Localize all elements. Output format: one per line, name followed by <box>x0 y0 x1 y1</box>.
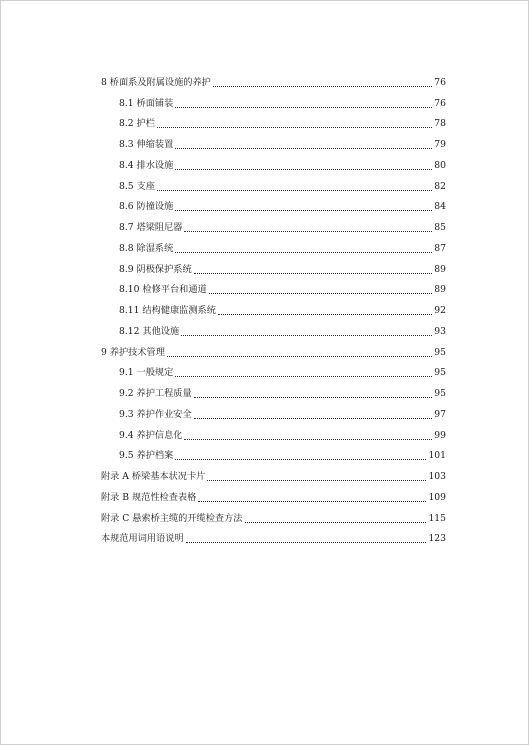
dot-leader <box>175 376 432 377</box>
toc-entry-title: 8.3 伸缩装置 <box>119 139 174 150</box>
toc-entry-title: 8.5 支座 <box>119 180 155 192</box>
dot-leader <box>194 418 433 419</box>
toc-entry-page-number: 89 <box>434 263 446 275</box>
toc-entry-page-number: 82 <box>434 180 446 192</box>
toc-entry-title: 附录 A 桥梁基本状况卡片 <box>101 471 206 482</box>
toc-entry[interactable] <box>1 379 529 400</box>
dot-leader <box>175 107 432 108</box>
dot-leader <box>209 293 433 294</box>
dot-leader <box>207 480 426 481</box>
table-of-contents <box>1 68 529 545</box>
toc-entry[interactable] <box>1 338 529 359</box>
toc-entry-title: 8.2 护栏 <box>119 118 155 130</box>
toc-entry-title: 本规范用词用语说明 <box>101 533 184 545</box>
toc-entry-title: 9.5 养护档案 <box>119 450 174 462</box>
toc-entry[interactable] <box>1 276 529 297</box>
dot-leader <box>175 459 426 460</box>
dot-leader <box>175 169 432 170</box>
toc-entry-title: 8.7 塔梁阻尼器 <box>119 222 183 233</box>
toc-entry-page-number: 95 <box>434 367 446 379</box>
toc-entry[interactable] <box>1 193 529 214</box>
dot-leader <box>194 397 433 398</box>
toc-entry-title: 8.12 其他设施 <box>119 325 180 337</box>
toc-entry[interactable] <box>1 504 529 525</box>
toc-entry[interactable] <box>1 110 529 131</box>
toc-entry-page-number: 89 <box>434 284 446 296</box>
toc-entry-page-number: 79 <box>434 139 446 150</box>
toc-entry-page-number: 103 <box>428 471 446 482</box>
toc-entry-title: 9.3 养护作业安全 <box>119 408 192 420</box>
toc-entry-page-number: 76 <box>434 76 446 88</box>
toc-entry-title: 8.4 排水设施 <box>119 159 174 171</box>
toc-entry-title: 8.9 阴极保护系统 <box>119 263 192 275</box>
dot-leader <box>157 127 432 128</box>
toc-entry[interactable] <box>1 400 529 421</box>
toc-entry-title: 9.1 一般规定 <box>119 367 174 379</box>
toc-entry-page-number: 78 <box>434 118 446 130</box>
toc-entry[interactable] <box>1 359 529 380</box>
toc-entry[interactable] <box>1 296 529 317</box>
toc-entry[interactable] <box>1 462 529 483</box>
toc-entry-page-number: 95 <box>434 346 446 358</box>
toc-entry-page-number: 80 <box>434 159 446 171</box>
dot-leader <box>218 314 432 315</box>
toc-entry-title: 9.4 养护信息化 <box>119 429 183 441</box>
dot-leader <box>245 522 427 523</box>
toc-entry[interactable] <box>1 483 529 504</box>
toc-entry[interactable] <box>1 317 529 338</box>
toc-entry[interactable] <box>1 151 529 172</box>
toc-entry-page-number: 101 <box>428 450 446 462</box>
dot-leader <box>198 501 426 502</box>
toc-entry-page-number: 95 <box>434 388 446 399</box>
toc-entry[interactable] <box>1 442 529 463</box>
toc-entry-page-number: 93 <box>434 325 446 337</box>
toc-entry-page-number: 115 <box>428 512 446 524</box>
dot-leader <box>175 148 432 149</box>
toc-entry-title: 8.6 防撞设施 <box>119 201 174 213</box>
dot-leader <box>175 210 432 211</box>
toc-entry[interactable] <box>1 255 529 276</box>
toc-entry-title: 8.8 除湿系统 <box>119 242 174 254</box>
toc-entry-page-number: 92 <box>434 305 446 316</box>
dot-leader <box>186 542 427 543</box>
toc-entry[interactable] <box>1 130 529 151</box>
dot-leader <box>157 190 432 191</box>
dot-leader <box>184 231 432 232</box>
toc-entry-title: 8.10 检修平台和通道 <box>119 284 207 296</box>
dot-leader <box>213 86 432 87</box>
toc-entry-page-number: 97 <box>434 408 446 420</box>
toc-entry[interactable] <box>1 89 529 110</box>
dot-leader <box>167 356 432 357</box>
dot-leader <box>184 439 432 440</box>
toc-entry-page-number: 99 <box>434 429 446 441</box>
toc-entry-page-number: 85 <box>434 222 446 233</box>
toc-entry-page-number: 84 <box>434 201 446 213</box>
toc-entry-page-number: 76 <box>434 97 446 109</box>
toc-entry-page-number: 109 <box>428 491 446 503</box>
toc-entry-title: 附录 C 悬索桥主缆的开缆检查方法 <box>101 512 243 524</box>
toc-entry-title: 9 养护技术管理 <box>101 346 165 358</box>
toc-entry[interactable] <box>1 68 529 89</box>
dot-leader <box>181 335 432 336</box>
toc-entry-title: 8 桥面系及附属设施的养护 <box>101 76 211 88</box>
toc-entry[interactable] <box>1 234 529 255</box>
toc-entry-title: 8.11 结构健康监测系统 <box>119 305 216 316</box>
toc-entry[interactable] <box>1 421 529 442</box>
toc-entry-title: 8.1 桥面铺装 <box>119 97 174 109</box>
dot-leader <box>194 273 433 274</box>
toc-entry[interactable] <box>1 525 529 546</box>
dot-leader <box>175 252 432 253</box>
toc-entry-title: 附录 B 规范性检查表格 <box>101 491 197 503</box>
toc-entry-title: 9.2 养护工程质量 <box>119 388 192 399</box>
toc-entry[interactable] <box>1 213 529 234</box>
toc-entry-page-number: 123 <box>428 533 446 545</box>
toc-entry-page-number: 87 <box>434 242 446 254</box>
toc-entry[interactable] <box>1 172 529 193</box>
